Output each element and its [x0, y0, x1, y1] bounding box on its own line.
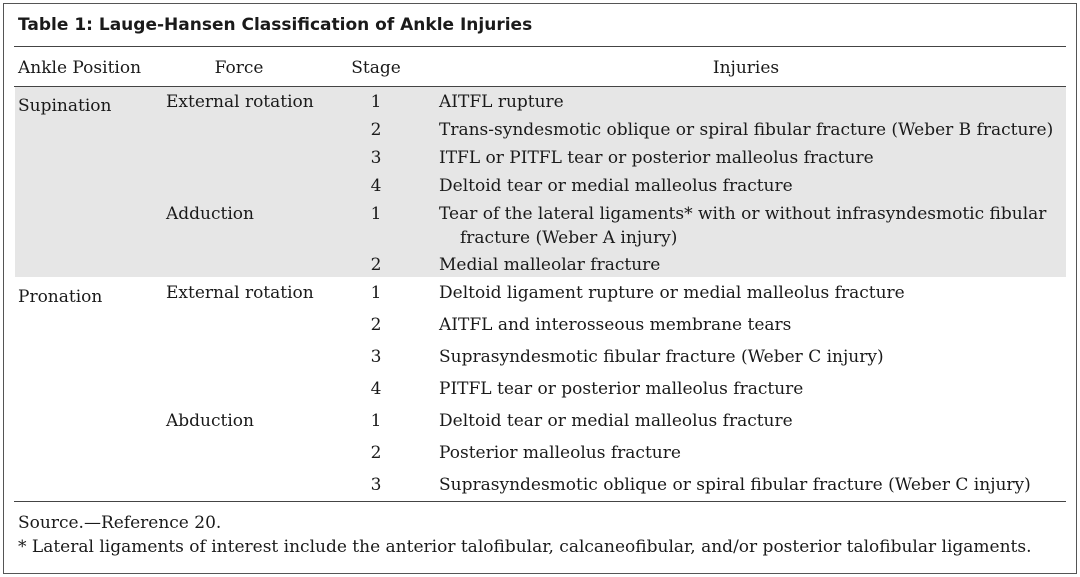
row-stage: 2 [370, 255, 382, 275]
row-injury: Deltoid ligament rupture or medial malleolus fracture [439, 283, 905, 303]
header-ankle-position: Ankle Position [18, 58, 142, 78]
row-force: Adduction [166, 204, 254, 224]
header-stage: Stage [351, 58, 401, 78]
row-injury: AITFL and interosseous membrane tears [439, 315, 792, 335]
row-injury-continued: fracture (Weber A injury) [460, 228, 678, 248]
row-stage: 1 [370, 204, 382, 224]
row-injury: ITFL or PITFL tear or posterior malleolus fracture [439, 148, 874, 168]
row-stage: 1 [370, 283, 382, 303]
row-stage: 1 [370, 92, 382, 112]
row-injury: Deltoid tear or medial malleolus fracture [439, 411, 793, 431]
table-footnote: * Lateral ligaments of interest include the anterior talofibular, calcaneofibular, and/or posterior talofibular ligaments. [18, 537, 1032, 557]
table-container [3, 3, 1077, 574]
row-ankle-position: Supination [18, 96, 112, 116]
row-force: Abduction [166, 411, 254, 431]
row-injury: AITFL rupture [439, 92, 564, 112]
row-stage: 4 [370, 176, 382, 196]
table-bottom-rule [14, 501, 1066, 502]
table-source: Source.—Reference 20. [18, 513, 222, 533]
header-injuries: Injuries [712, 58, 780, 78]
table-title: Table 1: Lauge-Hansen Classification of Ankle Injuries [18, 15, 533, 35]
row-injury: Tear of the lateral ligaments* with or without infrasyndesmotic fibular [439, 204, 1047, 224]
row-stage: 2 [370, 443, 382, 463]
title-rule [14, 46, 1066, 47]
row-injury: Suprasyndesmotic fibular fracture (Weber C injury) [439, 347, 884, 367]
header-force: Force [214, 58, 264, 78]
row-stage: 4 [370, 379, 382, 399]
row-injury: Deltoid tear or medial malleolus fracture [439, 176, 793, 196]
row-injury: Trans-syndesmotic oblique or spiral fibular fracture (Weber B fracture) [439, 120, 1054, 140]
row-injury: PITFL tear or posterior malleolus fracture [439, 379, 804, 399]
row-stage: 3 [370, 475, 382, 495]
row-ankle-position: Pronation [18, 287, 103, 307]
row-injury: Medial malleolar fracture [439, 255, 661, 275]
row-stage: 1 [370, 411, 382, 431]
row-force: External rotation [166, 283, 314, 303]
row-force: External rotation [166, 92, 314, 112]
row-stage: 2 [370, 120, 382, 140]
row-stage: 2 [370, 315, 382, 335]
row-stage: 3 [370, 347, 382, 367]
row-stage: 3 [370, 148, 382, 168]
row-injury: Suprasyndesmotic oblique or spiral fibular fracture (Weber C injury) [439, 475, 1031, 495]
row-injury: Posterior malleolus fracture [439, 443, 681, 463]
